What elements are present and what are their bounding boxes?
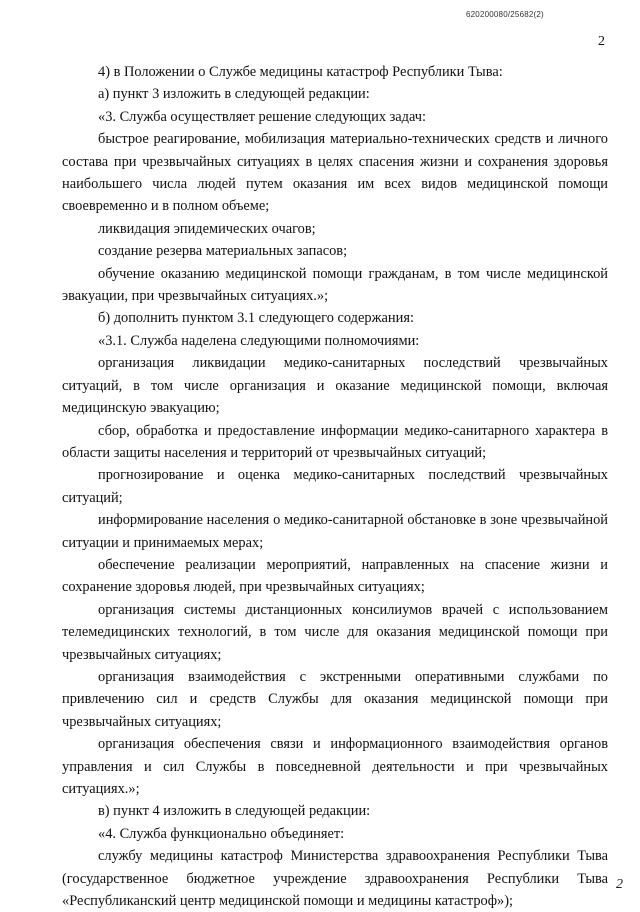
paragraph: информирование населения о медико-санитарной обстановке в зоне чрезвычайной ситуации и принимаемых мерах; <box>62 512 608 551</box>
paragraph: «3.1. Служба наделена следующими полномочиями: <box>98 332 420 349</box>
paragraph: обучение оказанию медицинской помощи гражданам, в том числе медицинской эвакуации, при чрезвычайных ситуациях.»; <box>62 265 608 305</box>
document-body <box>62 61 608 912</box>
paragraph: «4. Служба функционально объединяет: <box>98 825 345 842</box>
paragraph: организация ликвидации медико-санитарных последствий чрезвычайных ситуаций, в том числе организация и оказание медицинской помощи, включая медицинскую эвакуацию; <box>62 355 608 417</box>
paragraph: 4) в Положении о Службе медицины катастроф Республики Тыва: <box>98 64 503 80</box>
paragraph: быстрое реагирование, мобилизация материально-технических средств и личного состава при чрезвычайных ситуациях в целях спасения жизни и сохранения здоровья наибольшего числа людей путем оказания им всех видов медицинской помощи своевременно и в полном объеме; <box>62 131 608 215</box>
paragraph: организация взаимодействия с экстренными оперативными службами по привлечению сил и средств Службы для оказания медицинской помощи при чрезвычайных ситуациях; <box>62 668 608 730</box>
paragraph: службу медицины катастроф Министерства здравоохранения Республики Тыва (государственное бюджетное учреждение здравоохранения Республики Тыва «Республиканский центр медицинской помощи и медицины катастроф»); <box>62 848 608 910</box>
page-number: 2 <box>598 34 605 49</box>
paragraph: обеспечение реализации мероприятий, направленных на спасение жизни и сохранение здоровья людей, при чрезвычайных ситуациях; <box>62 556 608 596</box>
document-code: 620200080/25682(2) <box>466 10 544 19</box>
paragraph: создание резерва материальных запасов; <box>98 243 348 260</box>
paragraph: ликвидация эпидемических очагов; <box>98 220 316 237</box>
handwritten-mark: 2 <box>616 877 623 892</box>
paragraph: а) пункт 3 изложить в следующей редакции: <box>98 86 370 103</box>
paragraph: прогнозирование и оценка медико-санитарных последствий чрезвычайных ситуаций; <box>62 467 608 506</box>
paragraph: б) дополнить пунктом 3.1 следующего содержания: <box>98 310 414 327</box>
paragraph: организация системы дистанционных консилиумов врачей с использованием телемедицинских технологий, в том числе для оказания медицинской помощи при чрезвычайных ситуациях; <box>62 601 608 663</box>
paragraph: в) пункт 4 изложить в следующей редакции: <box>98 803 371 820</box>
paragraph: организация обеспечения связи и информационного взаимодействия органов управления и сил Службы в повседневной деятельности и при чрезвычайных ситуациях.»; <box>62 736 608 797</box>
paragraph: «3. Служба осуществляет решение следующих задач: <box>98 108 427 125</box>
paragraph: сбор, обработка и предоставление информации медико-санитарного характера в области защиты населения и территорий от чрезвычайных ситуаций; <box>62 422 608 461</box>
